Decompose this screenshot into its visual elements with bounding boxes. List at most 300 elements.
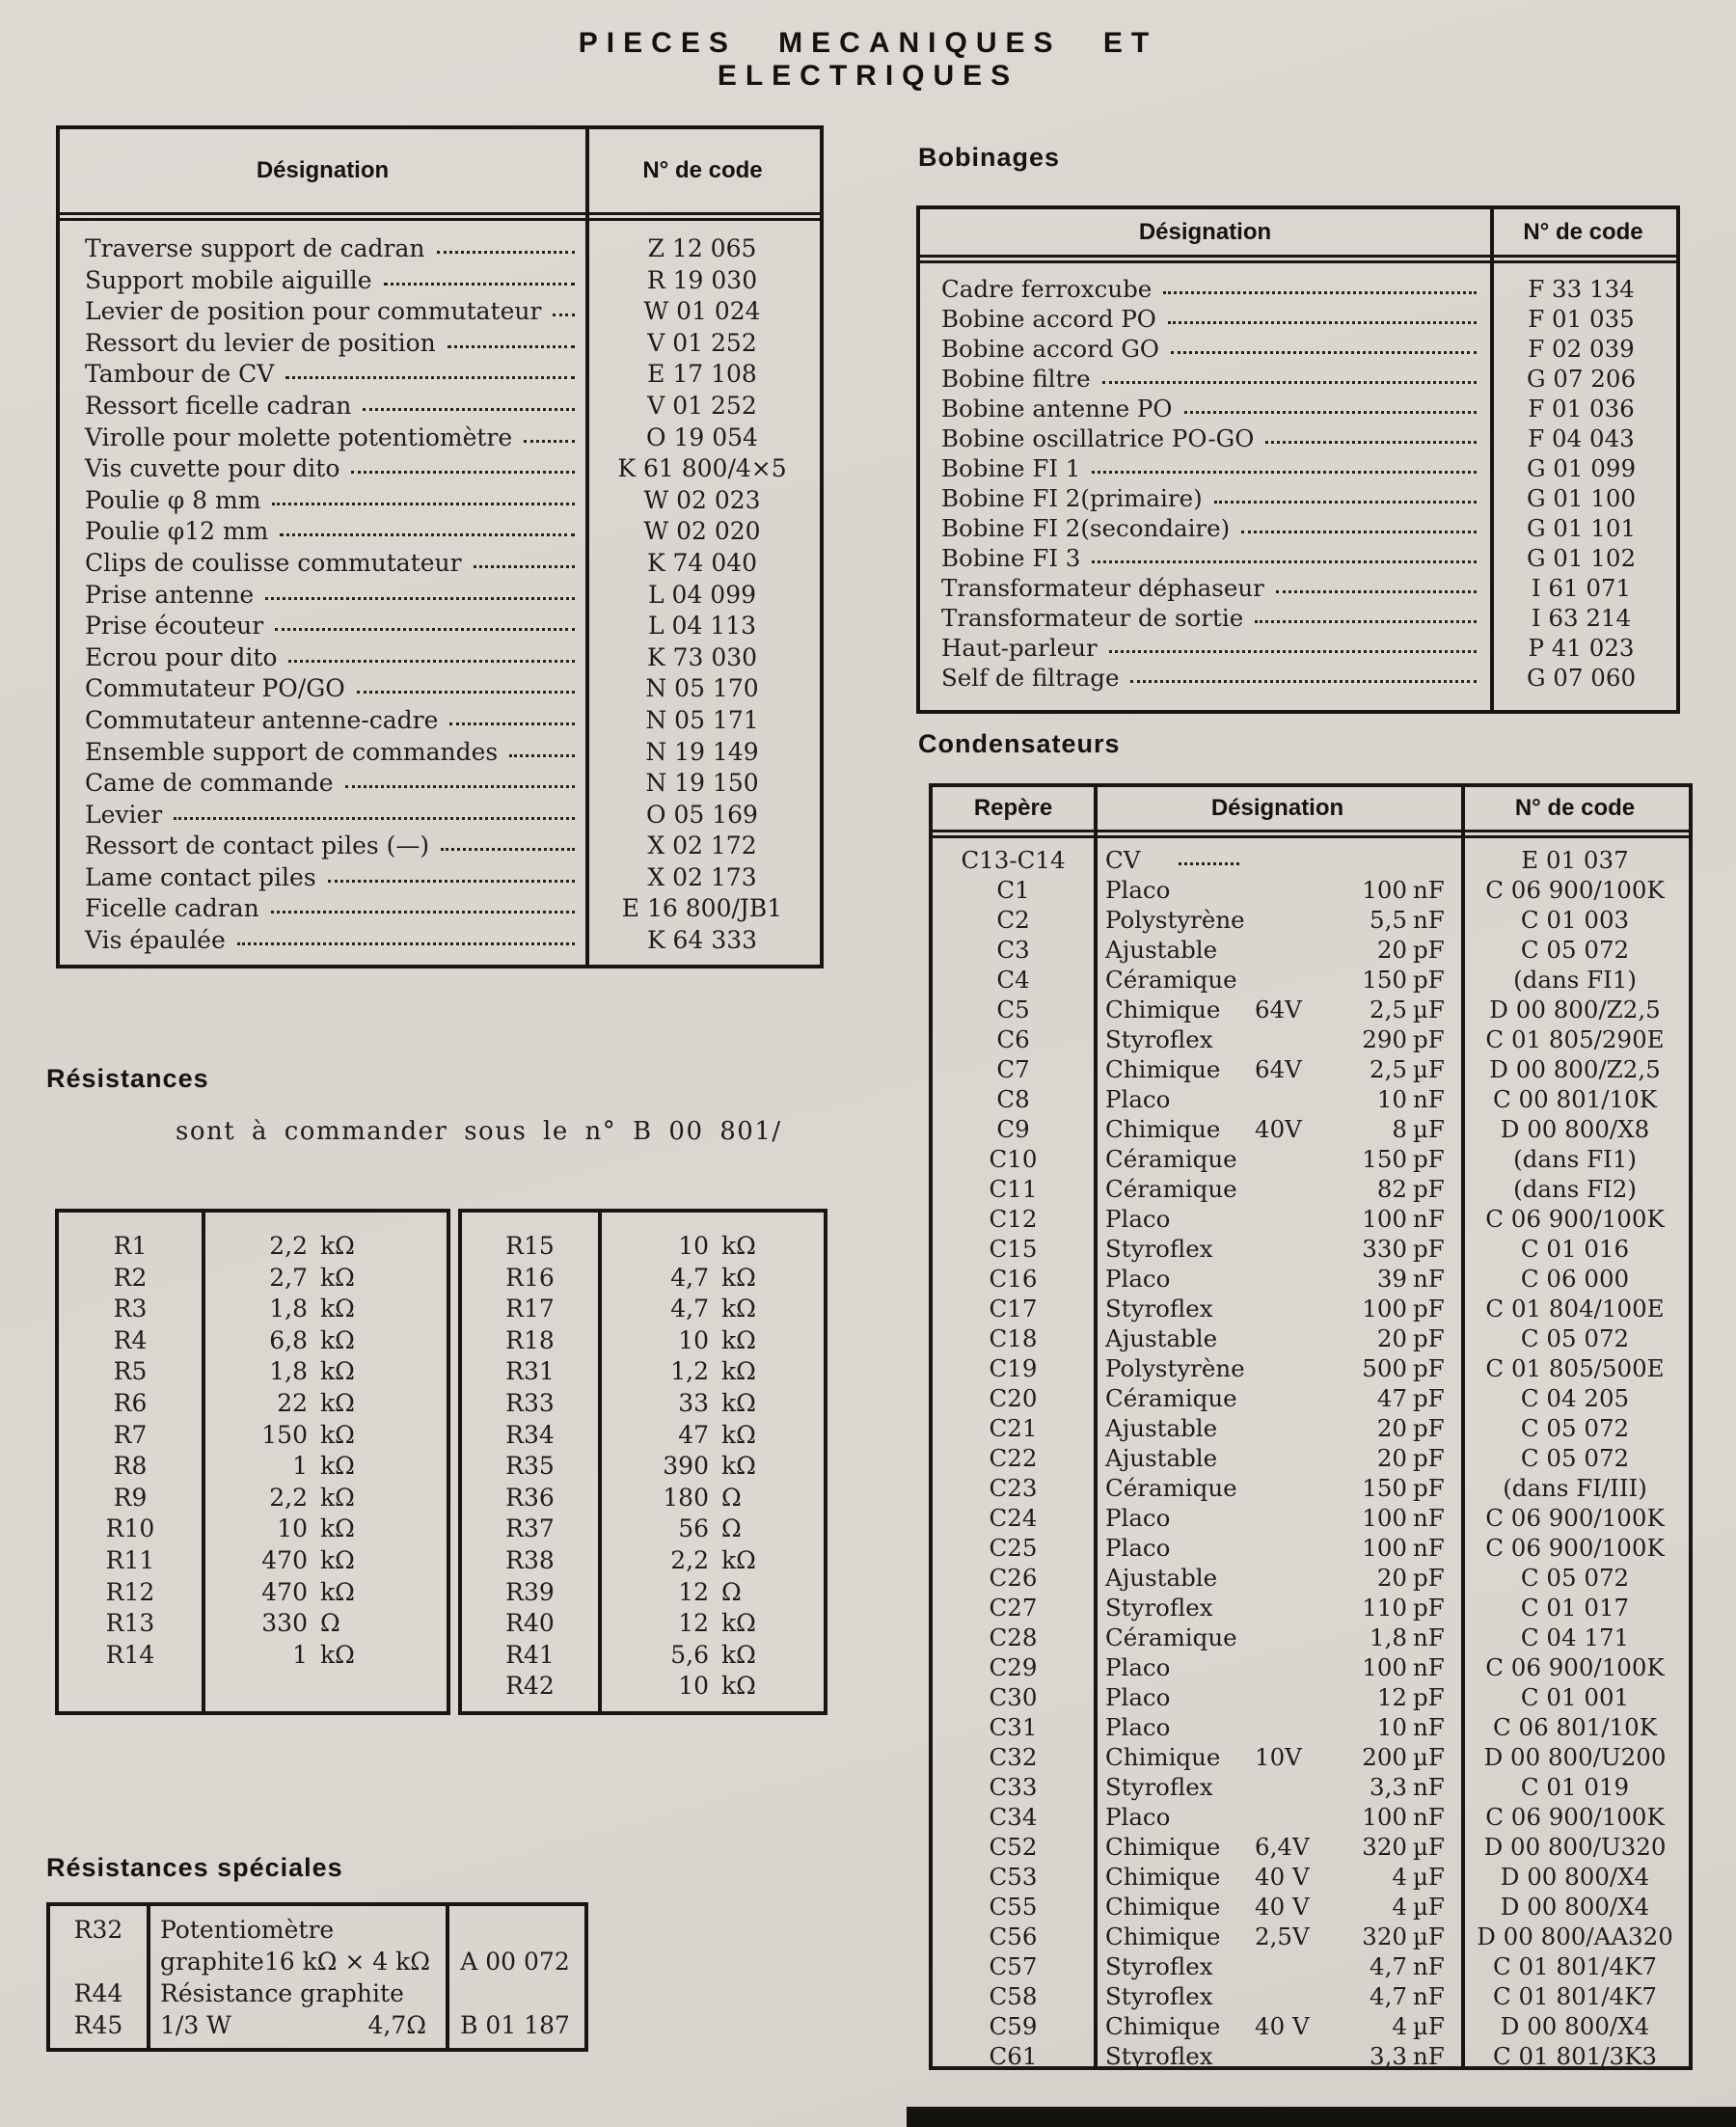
capacitor-type: Chimique	[1105, 1833, 1221, 1861]
resistance-unit: kΩ	[721, 1325, 756, 1354]
designation-text: Transformateur déphaseur	[941, 574, 1264, 602]
capacitance-value: 4	[1392, 1863, 1407, 1891]
table-row	[462, 1264, 824, 1295]
designation-text: Bobine accord GO	[941, 335, 1159, 363]
capacitance-value: 100	[1362, 1295, 1407, 1323]
repere-cell: C5	[996, 995, 1030, 1023]
capacitance-value: 4,7	[1370, 1952, 1407, 1980]
capacitance-unit: µF	[1413, 1115, 1445, 1143]
capacitor-type: Placo	[1105, 1205, 1171, 1233]
capacitance-unit: nF	[1413, 1504, 1445, 1532]
code-cell: C 01 801/3K3	[1493, 2042, 1657, 2070]
repere-cell: C11	[989, 1175, 1038, 1203]
resistor-ref: R38	[505, 1545, 555, 1574]
designation-cell	[1094, 1085, 1461, 1113]
code-cell: C 06 900/100K	[1485, 1504, 1665, 1532]
code-cell: D 00 800/AA320	[1477, 1922, 1673, 1950]
capacitance-unit: pF	[1413, 936, 1445, 964]
capacitance-unit: pF	[1413, 1683, 1445, 1711]
code-cell: O 05 169	[646, 800, 758, 829]
capacitance-unit: µF	[1413, 1863, 1445, 1891]
designation-cell	[920, 574, 1486, 602]
dot-leader	[288, 660, 575, 663]
resistor-ref: R4	[113, 1325, 148, 1354]
capacitor-type: Styroflex	[1105, 1952, 1213, 1980]
table-row	[60, 612, 820, 643]
table-row	[59, 1546, 447, 1578]
table-row	[920, 544, 1676, 574]
capacitor-type: Ajustable	[1105, 1414, 1218, 1442]
designation-cell	[920, 514, 1486, 542]
dot-leader	[1179, 862, 1240, 865]
code-cell: D 00 800/U200	[1483, 1743, 1667, 1771]
voltage-value: 40V	[1255, 1115, 1302, 1143]
table-row	[920, 305, 1676, 335]
table-row	[933, 1474, 1689, 1504]
voltage-value	[1249, 1265, 1343, 1293]
capacitor-type: CV	[1105, 846, 1141, 874]
capacitance-value: 10	[1376, 1713, 1407, 1741]
capacitor-type: Céramique	[1105, 1623, 1237, 1651]
code-cell: W 02 020	[643, 517, 761, 546]
designation-cell	[920, 335, 1486, 363]
code-cell: G 07 206	[1526, 365, 1637, 393]
repere-cell: C33	[989, 1773, 1038, 1801]
table-row	[920, 604, 1676, 634]
resistance-unit: kΩ	[721, 1232, 756, 1260]
table-row	[933, 1205, 1689, 1235]
voltage-value	[1249, 1414, 1343, 1442]
resistance-unit: kΩ	[320, 1483, 355, 1512]
designation-cell	[60, 706, 584, 734]
designation-cell	[60, 266, 584, 294]
voltage-value	[1249, 1354, 1343, 1382]
repere-cell: C20	[989, 1384, 1038, 1412]
designation-cell	[920, 395, 1486, 423]
designation-text: Ficelle cadran	[85, 894, 259, 923]
designation-cell	[920, 454, 1486, 482]
table-row	[933, 1713, 1689, 1743]
capacitance-value: 3,3	[1370, 1773, 1407, 1801]
dot-leader	[285, 376, 575, 379]
table-row	[933, 1564, 1689, 1594]
designation-cell	[1094, 1773, 1461, 1801]
code-cell: I 63 214	[1531, 604, 1632, 632]
designation-cell	[1094, 1055, 1461, 1083]
code-cell: X 02 172	[647, 832, 757, 860]
table-row	[50, 1916, 584, 1948]
designation-text: Transformateur de sortie	[941, 604, 1244, 632]
bobinages-table	[916, 205, 1680, 714]
code-cell: C 06 900/100K	[1485, 1803, 1665, 1831]
code-cell: I 61 071	[1531, 574, 1632, 602]
voltage-value	[1249, 1773, 1343, 1801]
voltage-value	[1249, 1653, 1343, 1681]
designation-cell	[1094, 1324, 1461, 1352]
capacitance-unit: nF	[1413, 906, 1445, 934]
code-cell: G 07 060	[1526, 664, 1637, 692]
table-row	[920, 484, 1676, 514]
repere-cell: C12	[989, 1205, 1038, 1233]
resistor-ref: R34	[505, 1420, 555, 1449]
voltage-value	[1249, 1324, 1343, 1352]
code-cell: V 01 252	[647, 391, 757, 420]
code-cell: E 17 108	[647, 360, 757, 389]
dot-leader	[1168, 321, 1477, 324]
voltage-value: 2,5V	[1255, 1922, 1310, 1950]
capacitance-value: 20	[1376, 1414, 1407, 1442]
code-cell: G 01 101	[1526, 514, 1637, 542]
designation-text: Haut-parleur	[941, 634, 1098, 662]
repere-cell: C31	[989, 1713, 1038, 1741]
resistance-value: 1,2	[670, 1357, 709, 1386]
designation-text: Clips de coulisse commutateur	[85, 548, 462, 577]
dot-leader	[553, 314, 575, 316]
column-divider	[147, 1906, 150, 2048]
capacitor-type: Céramique	[1105, 1145, 1237, 1173]
voltage-value	[1249, 1175, 1343, 1203]
resistances-speciales-table	[46, 1902, 588, 2052]
designation-text: Ressort du levier de position	[85, 328, 436, 357]
code-cell: E 01 037	[1521, 846, 1629, 874]
code-cell: F 01 036	[1528, 395, 1635, 423]
code-cell: F 02 039	[1528, 335, 1635, 363]
code-cell: G 01 100	[1526, 484, 1637, 512]
code-cell: K 74 040	[646, 548, 758, 577]
voltage-value	[1249, 1982, 1343, 2010]
code-cell: C 06 000	[1520, 1265, 1630, 1293]
voltage-value	[1249, 1474, 1343, 1502]
dot-leader	[1109, 650, 1477, 653]
designation-cell	[60, 863, 584, 891]
designation-cell	[147, 2011, 446, 2039]
designation-cell	[60, 486, 584, 514]
table-row	[60, 863, 820, 895]
repere-cell: C34	[989, 1803, 1038, 1831]
dot-leader	[474, 565, 575, 568]
capacitance-value: 100	[1362, 1504, 1407, 1532]
repere-cell: C1	[996, 876, 1030, 904]
resistance-value: 10	[678, 1325, 709, 1354]
table-row	[462, 1609, 824, 1641]
condensateurs-table-header	[933, 787, 1689, 838]
designation-header: Désignation	[1138, 218, 1272, 245]
code-header: N° de code	[1523, 218, 1643, 245]
resistance-unit: kΩ	[721, 1545, 756, 1574]
table-row	[60, 360, 820, 392]
designation-cell	[1094, 1354, 1461, 1382]
resistance-value: 1,8	[269, 1295, 308, 1323]
designation-cell	[60, 392, 584, 420]
capacitance-value: 5,5	[1370, 906, 1407, 934]
capacitance-value: 2,5	[1370, 995, 1407, 1023]
resistor-ref: R6	[113, 1388, 148, 1417]
table-row	[60, 738, 820, 770]
code-cell: C 05 072	[1520, 1414, 1630, 1442]
dot-leader	[1214, 501, 1477, 504]
table-row	[933, 966, 1689, 995]
resistor-ref: R10	[105, 1514, 155, 1543]
capacitance-value: 150	[1362, 1474, 1407, 1502]
repere-cell: C3	[996, 936, 1030, 964]
table-row	[933, 1773, 1689, 1803]
table-row	[60, 926, 820, 958]
designation-text: 1/3 W	[160, 2011, 231, 2039]
designation-cell	[1094, 876, 1461, 904]
designation-cell	[60, 674, 584, 702]
bobinages-table-header	[920, 209, 1676, 263]
capacitance-unit: µF	[1413, 1893, 1445, 1921]
designation-cell	[60, 329, 584, 357]
table-row	[60, 423, 820, 455]
code-header: N° de code	[642, 157, 763, 183]
code-cell: C 01 001	[1520, 1683, 1630, 1711]
designation-cell	[1094, 1504, 1461, 1532]
designation-cell	[1094, 1474, 1461, 1502]
designation-text: Bobine antenne PO	[941, 395, 1173, 423]
table-row	[60, 517, 820, 549]
voltage-value	[1249, 846, 1343, 874]
designation-cell	[1094, 1564, 1461, 1592]
dot-leader	[524, 440, 575, 443]
capacitance-unit: µF	[1413, 1833, 1445, 1861]
table-row	[933, 1085, 1689, 1115]
repere-cell: C21	[989, 1414, 1038, 1442]
resistance-value: 10	[277, 1514, 308, 1543]
table-row	[933, 1055, 1689, 1085]
voltage-value	[1249, 1145, 1343, 1173]
repere-cell: C58	[989, 1982, 1038, 2010]
designation-cell	[60, 801, 584, 829]
resistances-table-left	[55, 1209, 450, 1715]
designation-cell	[1094, 1265, 1461, 1293]
designation-text: Poulie φ12 mm	[85, 517, 269, 546]
resistance-value	[426, 1979, 446, 2007]
code-cell: C 01 805/290E	[1485, 1025, 1665, 1053]
resistor-ref: R12	[105, 1577, 155, 1606]
resistor-ref: R13	[105, 1609, 155, 1638]
designation-text: Cadre ferroxcube	[941, 275, 1153, 303]
capacitance-value: 4,7	[1370, 1982, 1407, 2010]
voltage-value: 40 V	[1255, 1893, 1310, 1921]
table-row	[920, 395, 1676, 424]
table-row	[933, 1833, 1689, 1863]
repere-cell: C55	[989, 1893, 1038, 1921]
dot-leader	[357, 691, 575, 694]
designation-text: Lame contact piles	[85, 862, 316, 891]
dot-leader	[1276, 590, 1477, 593]
resistance-value: 12	[678, 1577, 709, 1606]
code-cell: C 05 072	[1520, 936, 1630, 964]
designation-cell	[1094, 1952, 1461, 1980]
resistor-ref: R33	[505, 1388, 555, 1417]
capacitor-type: Céramique	[1105, 1474, 1237, 1502]
table-row	[933, 1145, 1689, 1175]
table-row	[933, 1594, 1689, 1623]
designation-cell	[147, 1916, 446, 1944]
designation-cell	[1094, 1683, 1461, 1711]
voltage-value	[1249, 936, 1343, 964]
capacitor-type: Placo	[1105, 1653, 1171, 1681]
capacitance-value: 320	[1362, 1833, 1407, 1861]
resistance-value: 2,2	[269, 1483, 308, 1512]
table-row	[933, 876, 1689, 906]
dot-leader	[449, 723, 575, 725]
resistance-unit: kΩ	[320, 1452, 355, 1481]
table-row	[59, 1484, 447, 1515]
dot-leader	[271, 911, 575, 914]
designation-cell	[60, 234, 584, 262]
table-row	[59, 1609, 447, 1641]
resistor-ref: R7	[113, 1420, 148, 1449]
capacitance-unit: nF	[1413, 1534, 1445, 1562]
table-row	[462, 1672, 824, 1704]
designation-cell	[60, 612, 584, 640]
voltage-value	[1249, 1235, 1343, 1263]
resistance-value: 2,2	[269, 1232, 308, 1260]
designation-cell	[60, 738, 584, 766]
capacitance-unit: nF	[1413, 1265, 1445, 1293]
designation-cell	[1094, 1863, 1461, 1891]
table-row	[60, 674, 820, 706]
voltage-value: 6,4V	[1255, 1833, 1310, 1861]
resistor-ref: R11	[105, 1545, 155, 1574]
designation-text: Ecrou pour dito	[85, 642, 278, 671]
designation-cell	[920, 424, 1486, 452]
code-cell: W 02 023	[643, 485, 761, 514]
capacitance-unit: nF	[1413, 1803, 1445, 1831]
designation-cell	[1094, 1713, 1461, 1741]
designation-cell	[920, 604, 1486, 632]
designation-cell	[60, 360, 584, 388]
designation-cell	[920, 484, 1486, 512]
designation-text: Bobine FI 1	[941, 454, 1081, 482]
resistor-ref: R9	[113, 1483, 148, 1512]
resistance-value: 22	[277, 1388, 308, 1417]
resistance-unit: kΩ	[320, 1545, 355, 1574]
code-cell: N 05 171	[645, 705, 759, 734]
designation-text: Self de filtrage	[941, 664, 1120, 692]
repere-cell: C17	[989, 1295, 1038, 1323]
resistances-order-note: sont à commander sous le n° B 00 801/	[176, 1117, 782, 1146]
scan-edge-artifact	[907, 2107, 1736, 2127]
designation-cell	[1094, 1893, 1461, 1921]
capacitance-unit: pF	[1413, 1474, 1445, 1502]
code-cell: C 01 804/100E	[1485, 1295, 1665, 1323]
resistance-unit: kΩ	[320, 1263, 355, 1292]
resistance-unit: kΩ	[320, 1388, 355, 1417]
condensateurs-heading: Condensateurs	[918, 729, 1121, 758]
resistor-ref: R40	[505, 1609, 555, 1638]
table-row	[933, 1324, 1689, 1354]
capacitor-type: Chimique	[1105, 1893, 1221, 1921]
dot-leader	[237, 942, 575, 945]
resistance-value: 180	[663, 1483, 709, 1512]
designation-text: Vis épaulée	[85, 926, 226, 955]
voltage-value: 64V	[1255, 1055, 1302, 1083]
resistor-ref: R44	[73, 1979, 123, 2007]
table-row	[462, 1357, 824, 1389]
repere-cell: C4	[996, 966, 1030, 994]
table-row	[933, 1295, 1689, 1324]
voltage-value	[1249, 1295, 1343, 1323]
capacitor-type: Placo	[1105, 1265, 1171, 1293]
column-divider	[1490, 209, 1494, 710]
code-cell: D 00 800/Z2,5	[1489, 995, 1661, 1023]
resistance-unit: kΩ	[721, 1263, 756, 1292]
capacitor-type: Styroflex	[1105, 1235, 1213, 1263]
capacitance-unit: pF	[1413, 1324, 1445, 1352]
column-divider	[202, 1213, 205, 1711]
capacitance-value: 10	[1376, 1085, 1407, 1113]
capacitor-type: Céramique	[1105, 1175, 1237, 1203]
resistance-value: 1	[292, 1640, 308, 1669]
capacitor-type: Chimique	[1105, 1863, 1221, 1891]
voltage-value	[1249, 876, 1343, 904]
resistance-value: 16 kΩ × 4 kΩ	[263, 1948, 431, 1976]
capacitor-type: Styroflex	[1105, 1773, 1213, 1801]
capacitance-unit: pF	[1413, 1444, 1445, 1472]
code-cell: L 04 113	[647, 612, 757, 641]
capacitance-unit: pF	[1413, 1175, 1445, 1203]
resistor-ref: R36	[505, 1483, 555, 1512]
capacitor-type: Ajustable	[1105, 936, 1218, 964]
resistor-ref: R16	[505, 1263, 555, 1292]
designation-cell	[1094, 1743, 1461, 1771]
capacitance-unit: nF	[1413, 1205, 1445, 1233]
designation-cell	[1094, 1982, 1461, 2010]
repere-cell: C52	[989, 1833, 1038, 1861]
capacitance-unit: µF	[1413, 995, 1445, 1023]
capacitance-value: 39	[1376, 1265, 1407, 1293]
code-cell: F 04 043	[1528, 424, 1635, 452]
designation-text: Ensemble support de commandes	[85, 737, 499, 766]
capacitor-type: Céramique	[1105, 966, 1237, 994]
code-cell: (dans FI/III)	[1503, 1474, 1647, 1502]
designation-text: Bobine FI 2(primaire)	[941, 484, 1203, 512]
capacitance-value: 8	[1392, 1115, 1407, 1143]
resistor-ref: R14	[105, 1640, 155, 1669]
table-row	[933, 1384, 1689, 1414]
dot-leader	[448, 345, 575, 348]
table-row	[60, 643, 820, 675]
condensateurs-table	[929, 783, 1693, 2070]
table-row	[59, 1514, 447, 1546]
voltage-value	[1249, 1623, 1343, 1651]
dot-leader	[437, 251, 575, 254]
voltage-value	[1249, 1564, 1343, 1592]
designation-cell	[1094, 1235, 1461, 1263]
resistor-ref: R31	[505, 1357, 555, 1386]
table-row	[59, 1452, 447, 1484]
designation-text: Bobine FI 2(secondaire)	[941, 514, 1231, 542]
dot-leader	[1265, 441, 1477, 444]
voltage-value: 64V	[1255, 995, 1302, 1023]
repere-cell: C27	[989, 1594, 1038, 1622]
code-cell: C 01 801/4K7	[1493, 1952, 1657, 1980]
table-row	[933, 1354, 1689, 1384]
table-row	[933, 1235, 1689, 1265]
table-row	[920, 365, 1676, 395]
capacitance-value: 1,8	[1370, 1623, 1407, 1651]
designation-cell	[60, 643, 584, 671]
resistance-value: 4,7	[670, 1263, 709, 1292]
designation-cell	[1094, 1384, 1461, 1412]
designation-cell	[147, 1948, 446, 1976]
repere-cell: C30	[989, 1683, 1038, 1711]
designation-text: Bobine accord PO	[941, 305, 1156, 333]
resistance-unit: kΩ	[721, 1640, 756, 1669]
